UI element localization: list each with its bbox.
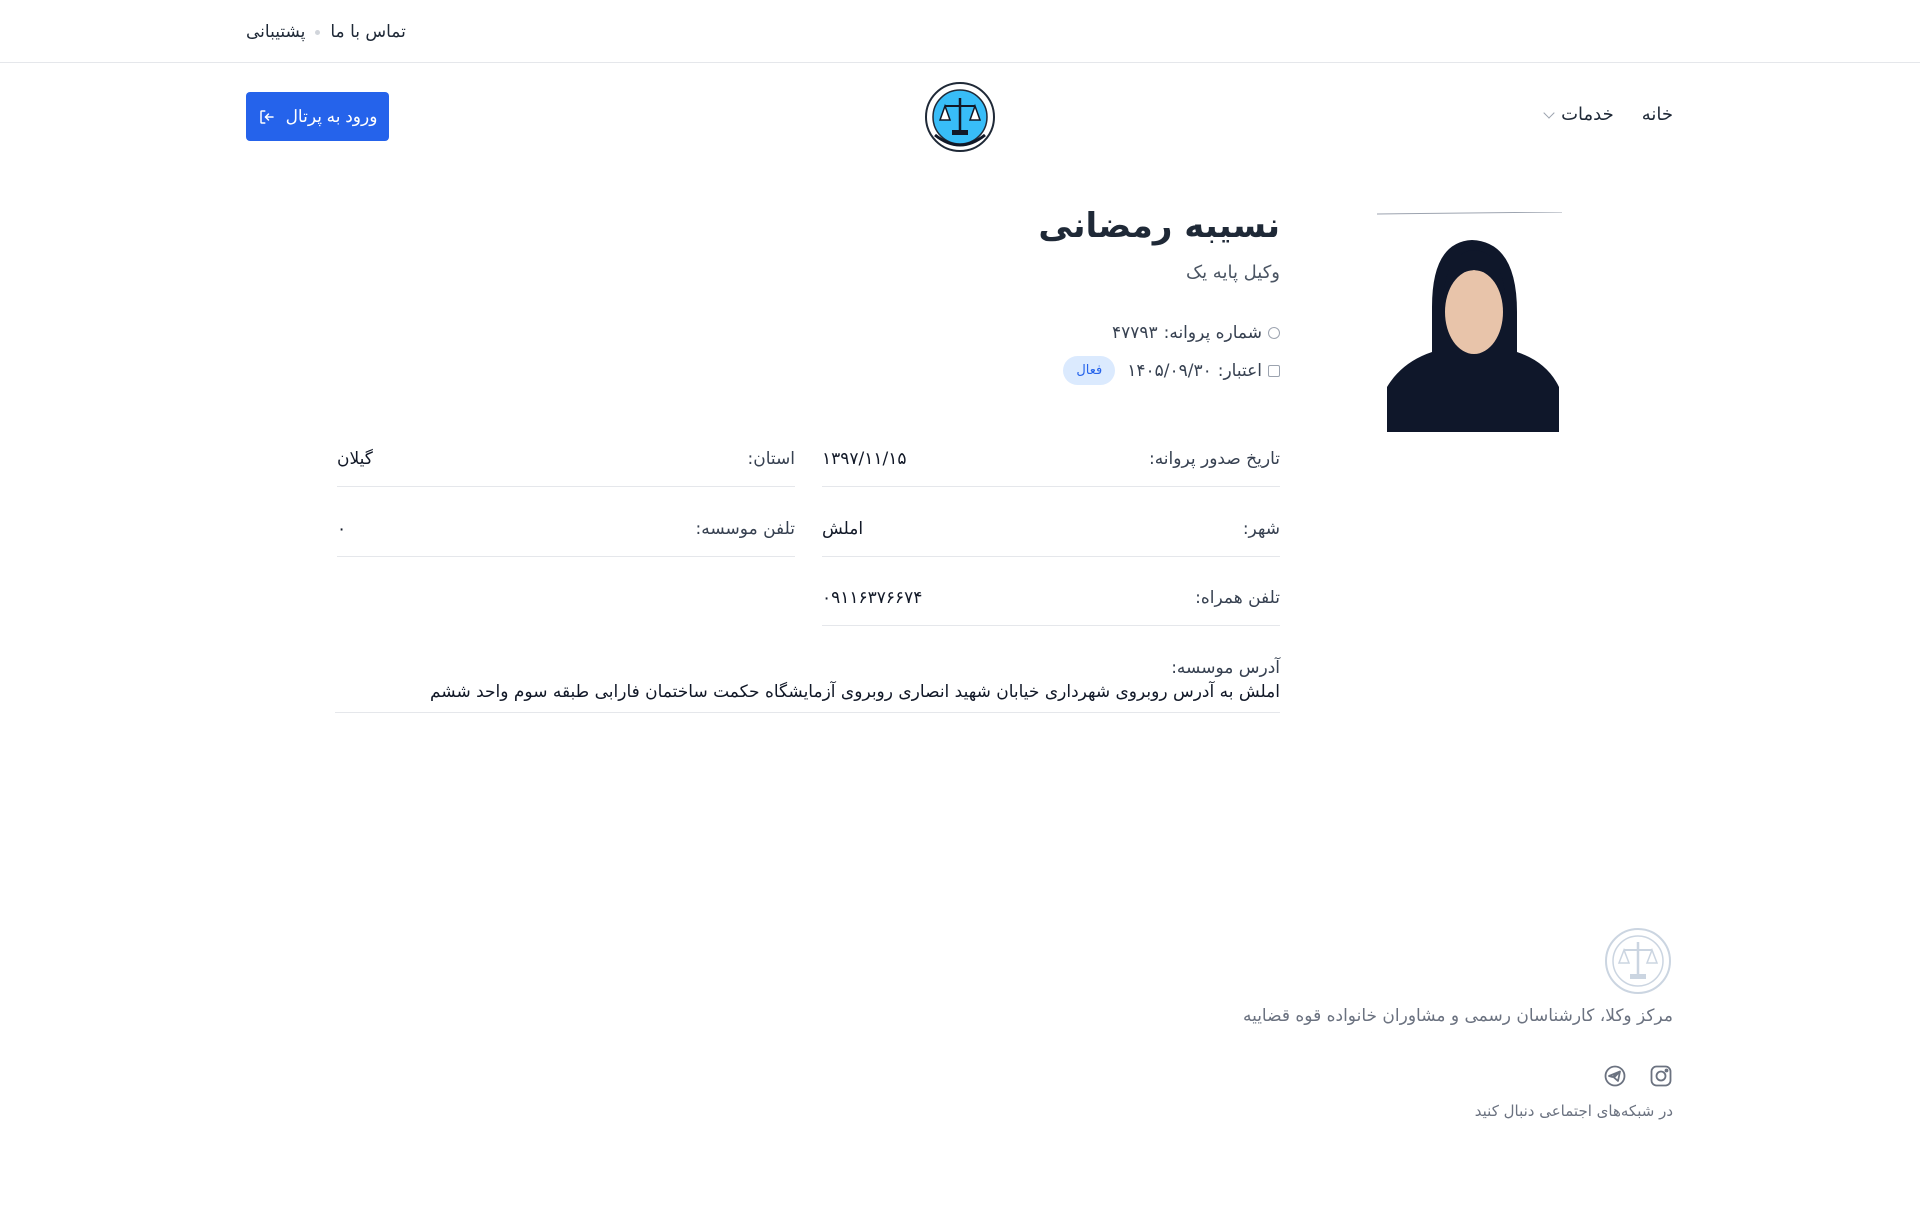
follow-text: در شبکه‌های اجتماعی دنبال کنید (1474, 1102, 1673, 1120)
address-field (335, 658, 1280, 713)
footer-title: مرکز وکلا، کارشناسان رسمی و مشاوران خانواده قوه قضاییه (1242, 1006, 1673, 1026)
province-label: استان: (747, 449, 795, 469)
province-field (337, 449, 795, 487)
footer-emblem-icon (1603, 926, 1673, 996)
main-nav (1545, 104, 1673, 125)
mobile-label: تلفن همراه: (1195, 588, 1280, 608)
office-phone-field (337, 519, 795, 557)
top-links (246, 20, 406, 44)
nav-services-label: خدمات (1561, 104, 1614, 125)
mobile-value: ۰۹۱۱۶۳۷۶۶۷۴ (822, 588, 923, 608)
validity-label: اعتبار: (1217, 360, 1262, 381)
license-label: شماره پروانه: (1163, 323, 1262, 343)
nav-services[interactable] (1545, 104, 1614, 125)
office-phone-label: تلفن موسسه: (695, 519, 795, 539)
license-value: ۴۷۷۹۳ (1111, 323, 1158, 343)
license-row (1112, 323, 1280, 343)
office-phone-value: ۰ (337, 519, 347, 539)
city-label: شهر: (1242, 519, 1280, 539)
portal-login-button[interactable] (246, 92, 389, 141)
separator-dot (315, 30, 320, 35)
issue-date-value: ۱۳۹۷/۱۱/۱۵ (822, 449, 907, 469)
social-icons (1603, 1064, 1673, 1088)
check-circle-icon (1268, 327, 1280, 339)
mobile-field (822, 588, 1280, 626)
lawyer-name: نسیبه رمضانی (1038, 206, 1280, 246)
portal-button-label: ورود به پرتال (285, 106, 378, 126)
validity-row (1063, 356, 1280, 385)
city-field (822, 519, 1280, 557)
login-icon (258, 108, 276, 126)
address-value: املش به آدرس روبروی شهرداری خیابان شهید انصاری روبروی آزمایشگاه حکمت ساختمان فارابی طبقه سوم واحد ششم (429, 682, 1280, 702)
support-link[interactable]: پشتیبانی (246, 22, 306, 42)
instagram-icon[interactable] (1649, 1064, 1673, 1088)
lawyer-rank: وکیل پایه یک (1185, 262, 1280, 283)
telegram-icon[interactable] (1603, 1064, 1627, 1088)
chevron-down-icon (1543, 107, 1554, 118)
nav-home[interactable] (1642, 104, 1673, 125)
validity-value: ۱۴۰۵/۰۹/۳۰ (1127, 360, 1212, 381)
scales-of-justice-emblem-icon[interactable] (923, 80, 997, 154)
province-value: گیلان (337, 449, 373, 469)
profile-photo (1377, 212, 1562, 433)
city-value: املش (822, 519, 864, 539)
status-badge: فعال (1063, 356, 1115, 385)
nav-home-label: خانه (1641, 104, 1673, 125)
issue-date-label: تاریخ صدور پروانه: (1148, 449, 1280, 469)
address-label: آدرس موسسه: (1171, 658, 1280, 678)
contact-link[interactable]: تماس با ما (330, 22, 406, 42)
calendar-icon (1268, 365, 1280, 377)
issue-date-field (822, 449, 1280, 487)
